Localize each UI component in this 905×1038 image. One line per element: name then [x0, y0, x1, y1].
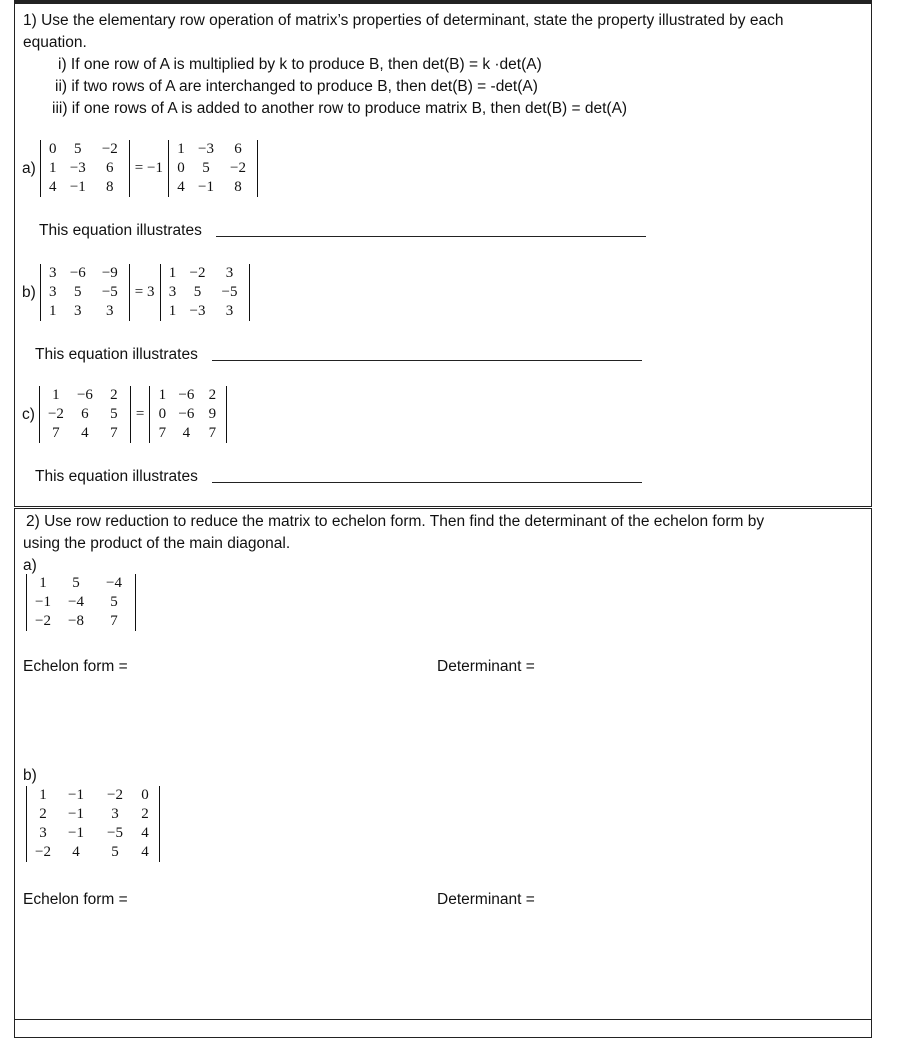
q1-part-c-equation	[22, 386, 227, 443]
q1b-right-cell: 1	[168, 303, 177, 319]
q2b-cell: −2	[35, 844, 51, 860]
q1a-left-cell: 5	[74, 141, 82, 157]
q1c-left-cell: 7	[110, 425, 118, 441]
q2b-determinant	[26, 786, 160, 862]
q1c-left-cell: 6	[81, 406, 89, 422]
q1a-right-cell: −2	[229, 160, 246, 176]
q1-title: 1) Use the elementary row operation of matrix’s properties of determinant, state the property illustrated by each	[23, 12, 784, 29]
q1b-right-determinant	[160, 264, 250, 321]
q1b-left-cell: 3	[106, 303, 114, 319]
q2b-cell: −1	[68, 806, 84, 822]
q2b-cell: 1	[39, 787, 47, 803]
q1a-answer-line[interactable]	[216, 236, 646, 237]
q1b-left-cell: 3	[74, 303, 82, 319]
q1-part-c-label: c)	[22, 405, 35, 423]
q1b-left-cell: −6	[69, 265, 86, 281]
property-3: iii) if one rows of A is added to another row to produce matrix B, then det(B) = det(A)	[52, 100, 628, 117]
q1c-right-cell: 9	[208, 406, 217, 422]
q1a-left-cell: −1	[69, 179, 86, 195]
q2b-matrix-wrap	[26, 786, 160, 862]
q1c-left-cell: −2	[47, 406, 64, 422]
q1c-right-cell: 2	[208, 387, 217, 403]
question-2-box	[14, 508, 872, 1038]
q2a-cell: 5	[110, 594, 118, 610]
q2a-cell: −1	[35, 594, 51, 610]
q1b-prompt: This equation illustrates	[35, 346, 198, 363]
q1a-right-cell: 0	[177, 160, 185, 176]
q1a-left-cell: 6	[106, 160, 114, 176]
q1a-right-cell: 1	[177, 141, 185, 157]
bottom-border	[14, 1019, 872, 1020]
q2a-determinant-label[interactable]: Determinant =	[437, 658, 535, 675]
q2b-cell: −2	[107, 787, 123, 803]
q2a-cell: −2	[35, 613, 51, 629]
q2b-cell: 4	[141, 844, 149, 860]
q1c-left-cell: 4	[81, 425, 89, 441]
q2b-cell: 5	[111, 844, 119, 860]
q1-title-cont: equation.	[23, 34, 87, 51]
q1b-right-cell: 3	[168, 284, 177, 300]
q2b-cell: 3	[39, 825, 47, 841]
q1c-left-cell: 2	[110, 387, 118, 403]
q2a-cell: −8	[68, 613, 84, 629]
property-2: ii) if two rows of A are interchanged to produce B, then det(B) = -det(A)	[55, 78, 538, 95]
q1a-right-cell: 6	[234, 141, 242, 157]
q1b-right-cell: 5	[193, 284, 202, 300]
q2b-cell: −1	[68, 787, 84, 803]
q1c-right-cell: 7	[158, 425, 167, 441]
q1c-right-cell: 0	[158, 406, 167, 422]
q1a-right-cell: 8	[234, 179, 242, 195]
q1a-left-cell: 8	[106, 179, 114, 195]
q2b-cell: 3	[111, 806, 119, 822]
q2b-cell: −5	[107, 825, 123, 841]
q1a-right-cell: 4	[177, 179, 185, 195]
q2b-cell: 2	[141, 806, 149, 822]
q1c-right-cell: −6	[178, 387, 195, 403]
q1c-left-determinant	[39, 386, 131, 443]
q2b-determinant-label[interactable]: Determinant =	[437, 891, 535, 908]
q1b-left-cell: 3	[49, 265, 57, 281]
q1-part-a-label: a)	[22, 159, 36, 177]
q1b-left-cell: 3	[49, 284, 57, 300]
q1a-left-cell: 1	[49, 160, 57, 176]
q2a-determinant	[26, 574, 136, 631]
q1c-left-cell: 1	[52, 387, 60, 403]
q1b-left-cell: 1	[49, 303, 57, 319]
q2-title-cont: using the product of the main diagonal.	[23, 535, 291, 552]
q1c-right-cell: 4	[182, 425, 191, 441]
q1c-operator: =	[135, 406, 145, 422]
q1b-left-determinant	[40, 264, 130, 321]
q1b-right-cell: −2	[189, 265, 206, 281]
q1b-left-cell: −5	[101, 284, 118, 300]
q1b-left-cell: −9	[101, 265, 118, 281]
property-1: i) If one row of A is multiplied by k to produce B, then det(B) = k ·det(A)	[58, 56, 542, 73]
q2a-cell: 5	[72, 575, 80, 591]
q1b-right-cell: −3	[189, 303, 206, 319]
q1b-right-cell: 3	[225, 265, 234, 281]
q1c-right-cell: 7	[208, 425, 217, 441]
q1-part-b-equation	[22, 264, 250, 321]
q1a-operator: = −1	[134, 160, 163, 176]
q1c-prompt: This equation illustrates	[35, 468, 198, 485]
q2a-cell: 1	[39, 575, 47, 591]
q1c-right-cell: −6	[178, 406, 195, 422]
q1c-left-cell: 7	[52, 425, 60, 441]
q1a-left-cell: 0	[49, 141, 57, 157]
q1b-right-cell: 1	[168, 265, 177, 281]
q2b-cell: 0	[141, 787, 149, 803]
q1c-left-cell: −6	[76, 387, 93, 403]
q2a-cell: −4	[68, 594, 84, 610]
q1c-answer-line[interactable]	[212, 482, 642, 483]
q1-part-a-equation	[22, 140, 258, 197]
q2b-cell: 2	[39, 806, 47, 822]
q2a-cell: −4	[106, 575, 122, 591]
q1a-left-cell: 4	[49, 179, 57, 195]
q1a-left-determinant	[40, 140, 130, 197]
q2a-matrix-wrap	[26, 574, 136, 631]
q1a-left-cell: −2	[101, 141, 118, 157]
q2b-cell: −1	[68, 825, 84, 841]
q1a-prompt: This equation illustrates	[39, 222, 202, 239]
q1-part-b-label: b)	[22, 283, 36, 301]
q1c-right-determinant	[149, 386, 227, 443]
q2b-cell: 4	[141, 825, 149, 841]
q1a-left-cell: −3	[69, 160, 86, 176]
q2-title: 2) Use row reduction to reduce the matrix to echelon form. Then find the determinant of the echelon form by	[26, 513, 765, 530]
q2b-cell: 4	[72, 844, 80, 860]
q1b-answer-line[interactable]	[212, 360, 642, 361]
q1c-right-cell: 1	[158, 387, 167, 403]
q2a-echelon-label[interactable]: Echelon form =	[23, 658, 128, 675]
q1c-left-cell: 5	[110, 406, 118, 422]
q1a-right-cell: −3	[197, 141, 214, 157]
q2-part-b-label: b)	[23, 767, 37, 784]
q1b-operator: = 3	[134, 284, 155, 300]
q2-part-a-label: a)	[23, 557, 37, 574]
q1a-right-determinant	[168, 140, 258, 197]
q1b-left-cell: 5	[74, 284, 82, 300]
q1a-right-cell: −1	[197, 179, 214, 195]
q1b-right-cell: −5	[221, 284, 238, 300]
q1a-right-cell: 5	[202, 160, 210, 176]
q2b-echelon-label[interactable]: Echelon form =	[23, 891, 128, 908]
q2a-cell: 7	[110, 613, 118, 629]
q1b-right-cell: 3	[225, 303, 234, 319]
